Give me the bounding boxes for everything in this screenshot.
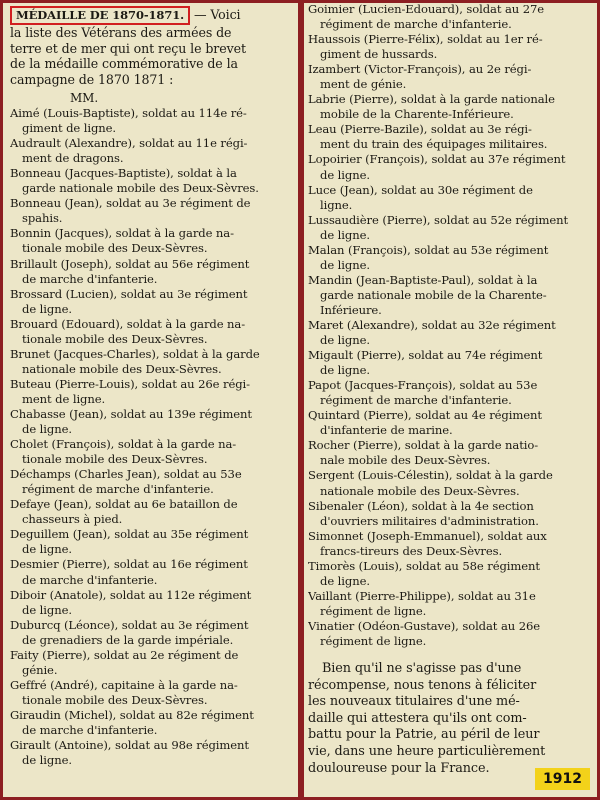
closing-line: daille qui attestera qu'ils ont com- bbox=[308, 710, 527, 726]
veteran-entry bbox=[10, 678, 296, 708]
veteran-entry bbox=[10, 708, 296, 738]
veteran-entry bbox=[308, 183, 592, 213]
veteran-entry bbox=[308, 243, 592, 273]
entry-line: Haussois (Pierre-Félix), soldat au 1er ré- bbox=[308, 32, 543, 47]
veteran-entry bbox=[10, 467, 296, 497]
entry-line: Bonnin (Jacques), soldat à la garde na- bbox=[10, 226, 234, 241]
entry-line: garde nationale mobile de la Charente- bbox=[320, 287, 547, 302]
entry-line: régiment de marche d'infanterie. bbox=[22, 482, 214, 497]
entry-line: Vinatier (Odéon-Gustave), soldat au 26e bbox=[308, 618, 541, 633]
entry-line: giment de hussards. bbox=[320, 47, 438, 62]
entry-line: Inférieure. bbox=[320, 302, 382, 317]
entry-line: Luce (Jean), soldat au 30e régiment de bbox=[308, 182, 533, 197]
veteran-entry bbox=[10, 166, 296, 196]
veteran-entry bbox=[10, 226, 296, 256]
closing-paragraph bbox=[308, 661, 592, 777]
veteran-entry bbox=[308, 318, 592, 348]
veteran-entry bbox=[308, 529, 592, 559]
veteran-entry bbox=[308, 2, 592, 32]
intro-lines bbox=[10, 25, 296, 87]
entry-line: Quintard (Pierre), soldat au 4e régiment bbox=[308, 408, 542, 423]
entry-line: Brunet (Jacques-Charles), soldat à la garde bbox=[10, 346, 260, 361]
veteran-entry bbox=[10, 317, 296, 347]
closing-line: Bien qu'il ne s'agisse pas d'une bbox=[322, 661, 522, 677]
entry-line: Labrie (Pierre), soldat à la garde nationale bbox=[308, 92, 555, 107]
year-badge: 1912 bbox=[535, 768, 590, 790]
entry-line: giment de ligne. bbox=[22, 121, 117, 136]
right-veteran-list bbox=[308, 2, 592, 649]
veteran-entry bbox=[308, 152, 592, 182]
closing-line: vie, dans une heure particulièrement bbox=[308, 743, 546, 759]
entry-line: Brouard (Edouard), soldat à la garde na- bbox=[10, 316, 246, 331]
entry-line: Sibenaler (Léon), soldat à la 4e section bbox=[308, 498, 534, 513]
veteran-entry bbox=[10, 497, 296, 527]
entry-line: ment du train des équipages militaires. bbox=[320, 137, 548, 152]
entry-line: Leau (Pierre-Bazile), soldat au 3e régi- bbox=[308, 122, 532, 137]
veteran-entry bbox=[308, 438, 592, 468]
veteran-entry bbox=[308, 92, 592, 122]
entry-line: Simonnet (Joseph-Emmanuel), soldat aux bbox=[308, 528, 547, 543]
entry-line: Timorès (Louis), soldat au 58e régiment bbox=[308, 558, 540, 573]
intro-line: campagne de 1870 1871 : bbox=[10, 71, 174, 87]
veteran-entry bbox=[10, 407, 296, 437]
entry-line: régiment de ligne. bbox=[320, 633, 427, 648]
closing-line: les nouveaux titulaires d'une mé- bbox=[308, 694, 520, 710]
entry-line: nale mobile des Deux-Sèvres. bbox=[320, 453, 491, 468]
entry-line: Brillault (Joseph), soldat au 56e régiment bbox=[10, 256, 250, 271]
entry-line: Giraudin (Michel), soldat au 82e régiment bbox=[10, 707, 254, 722]
entry-line: nationale mobile des Deux-Sèvres. bbox=[320, 483, 520, 498]
entry-line: Bonneau (Jean), soldat au 3e régiment de bbox=[10, 196, 251, 211]
entry-line: ment de génie. bbox=[320, 77, 407, 92]
veteran-entry bbox=[10, 437, 296, 467]
veteran-entry bbox=[308, 62, 592, 92]
entry-line: de ligne. bbox=[320, 227, 370, 242]
veteran-entry bbox=[308, 559, 592, 589]
entry-line: Girault (Antoine), soldat au 98e régiment bbox=[10, 738, 249, 753]
entry-line: garde nationale mobile des Deux-Sèvres. bbox=[22, 181, 259, 196]
entry-line: tionale mobile des Deux-Sèvres. bbox=[22, 241, 208, 256]
veteran-entry bbox=[308, 122, 592, 152]
closing-line: battu pour la Patrie, au péril de leur bbox=[308, 727, 540, 743]
entry-line: Brossard (Lucien), soldat au 3e régiment bbox=[10, 286, 248, 301]
entry-line: Goimier (Lucien-Edouard), soldat au 27e bbox=[308, 2, 545, 16]
veteran-entry bbox=[10, 287, 296, 317]
entry-line: ligne. bbox=[320, 197, 353, 212]
entry-line: génie. bbox=[22, 662, 58, 677]
veteran-entry bbox=[10, 588, 296, 618]
article-intro bbox=[10, 6, 296, 87]
entry-line: de ligne. bbox=[320, 257, 370, 272]
veteran-entry bbox=[308, 378, 592, 408]
entry-line: tionale mobile des Deux-Sèvres. bbox=[22, 331, 208, 346]
veteran-entry bbox=[10, 648, 296, 678]
entry-line: tionale mobile des Deux-Sèvres. bbox=[22, 452, 208, 467]
article-title: MÉDAILLE DE 1870-1871. bbox=[10, 6, 190, 25]
right-column bbox=[308, 2, 592, 798]
veteran-entry bbox=[308, 32, 592, 62]
intro-line: de la médaille commémorative de la bbox=[10, 56, 238, 71]
entry-line: de ligne. bbox=[320, 167, 370, 182]
entry-line: ment de dragons. bbox=[22, 151, 124, 166]
entry-line: Migault (Pierre), soldat au 74e régiment bbox=[308, 348, 543, 363]
entry-line: mobile de la Charente-Inférieure. bbox=[320, 107, 514, 122]
entry-line: de ligne. bbox=[22, 301, 72, 316]
entry-line: Desmier (Pierre), soldat au 16e régiment bbox=[10, 557, 248, 572]
veteran-entry bbox=[10, 347, 296, 377]
veteran-entry bbox=[308, 273, 592, 318]
entry-line: spahis. bbox=[22, 211, 63, 226]
closing-line: douloureuse pour la France. bbox=[308, 760, 490, 776]
veteran-entry bbox=[10, 557, 296, 587]
veteran-entry bbox=[308, 499, 592, 529]
entry-line: de ligne. bbox=[320, 363, 370, 378]
entry-line: Sergent (Louis-Célestin), soldat à la garde bbox=[308, 468, 553, 483]
entry-line: Mandin (Jean-Baptiste-Paul), soldat à la bbox=[308, 272, 538, 287]
veteran-entry bbox=[10, 527, 296, 557]
entry-line: ment de ligne. bbox=[22, 391, 106, 406]
left-veteran-list bbox=[10, 106, 296, 768]
entry-line: Diboir (Anatole), soldat au 112e régiment bbox=[10, 587, 252, 602]
entry-line: Aimé (Louis-Baptiste), soldat au 114e ré- bbox=[10, 106, 247, 121]
entry-line: Lussaudière (Pierre), soldat au 52e régiment bbox=[308, 212, 569, 227]
entry-line: Geffré (André), capitaine à la garde na- bbox=[10, 677, 238, 692]
entry-line: tionale mobile des Deux-Sèvres. bbox=[22, 692, 208, 707]
entry-line: francs-tireurs des Deux-Sèvres. bbox=[320, 543, 503, 558]
entry-line: nationale mobile des Deux-Sèvres. bbox=[22, 361, 222, 376]
entry-line: de grenadiers de la garde impériale. bbox=[22, 632, 234, 647]
mm-heading: MM. bbox=[70, 91, 99, 105]
entry-line: Rocher (Pierre), soldat à la garde natio- bbox=[308, 438, 539, 453]
entry-line: Izambert (Victor-François), au 2e régi- bbox=[308, 62, 532, 77]
entry-line: de ligne. bbox=[22, 753, 72, 768]
closing-line: récompense, nous tenons à féliciter bbox=[308, 677, 537, 693]
entry-line: Malan (François), soldat au 53e régiment bbox=[308, 242, 549, 257]
intro-line: la liste des Vétérans des armées de bbox=[10, 25, 232, 40]
entry-line: de ligne. bbox=[22, 602, 72, 617]
entry-line: Déchamps (Charles Jean), soldat au 53e bbox=[10, 467, 242, 482]
entry-line: de ligne. bbox=[22, 422, 72, 437]
entry-line: Bonneau (Jacques-Baptiste), soldat à la bbox=[10, 166, 237, 181]
entry-line: Cholet (François), soldat à la garde na- bbox=[10, 437, 237, 452]
veteran-entry bbox=[10, 257, 296, 287]
veteran-entry bbox=[10, 196, 296, 226]
entry-line: régiment de marche d'infanterie. bbox=[320, 393, 512, 408]
entry-line: chasseurs à pied. bbox=[22, 512, 123, 527]
entry-line: Faity (Pierre), soldat au 2e régiment de bbox=[10, 647, 239, 662]
entry-line: Audrault (Alexandre), soldat au 11e régi- bbox=[10, 136, 248, 151]
veteran-entry bbox=[10, 377, 296, 407]
entry-line: de marche d'infanterie. bbox=[22, 572, 158, 587]
veteran-entry bbox=[10, 136, 296, 166]
entry-line: Chabasse (Jean), soldat au 139e régiment bbox=[10, 406, 252, 421]
entry-line: Vaillant (Pierre-Philippe), soldat au 31e bbox=[308, 588, 536, 603]
entry-line: de ligne. bbox=[320, 333, 370, 348]
entry-line: d'ouvriers militaires d'administration. bbox=[320, 513, 539, 528]
entry-line: Papot (Jacques-François), soldat au 53e bbox=[308, 378, 538, 393]
intro-line: terre et de mer qui ont reçu le brevet bbox=[10, 40, 246, 56]
entry-line: de ligne. bbox=[22, 542, 72, 557]
entry-line: de marche d'infanterie. bbox=[22, 271, 158, 286]
entry-line: Duburcq (Léonce), soldat au 3e régiment bbox=[10, 617, 249, 632]
entry-line: régiment de marche d'infanterie. bbox=[320, 17, 512, 32]
veteran-entry bbox=[10, 738, 296, 768]
veteran-entry bbox=[308, 213, 592, 243]
veteran-entry bbox=[10, 618, 296, 648]
entry-line: Lopoirier (François), soldat au 37e régiment bbox=[308, 152, 566, 167]
intro-first-line: — Voici bbox=[190, 7, 241, 22]
veteran-entry bbox=[308, 589, 592, 619]
entry-line: régiment de ligne. bbox=[320, 603, 427, 618]
left-column bbox=[10, 2, 296, 798]
veteran-entry bbox=[308, 619, 592, 649]
veteran-entry bbox=[308, 408, 592, 438]
entry-line: de ligne. bbox=[320, 573, 370, 588]
veteran-entry bbox=[10, 106, 296, 136]
entry-line: Buteau (Pierre-Louis), soldat au 26e régi- bbox=[10, 376, 250, 391]
entry-line: de marche d'infanterie. bbox=[22, 722, 158, 737]
veteran-entry bbox=[308, 468, 592, 498]
veteran-entry bbox=[308, 348, 592, 378]
entry-line: Maret (Alexandre), soldat au 32e régiment bbox=[308, 317, 556, 332]
entry-line: Defaye (Jean), soldat au 6e bataillon de bbox=[10, 497, 238, 512]
entry-line: Deguillem (Jean), soldat au 35e régiment bbox=[10, 527, 249, 542]
entry-line: d'infanterie de marine. bbox=[320, 423, 453, 438]
